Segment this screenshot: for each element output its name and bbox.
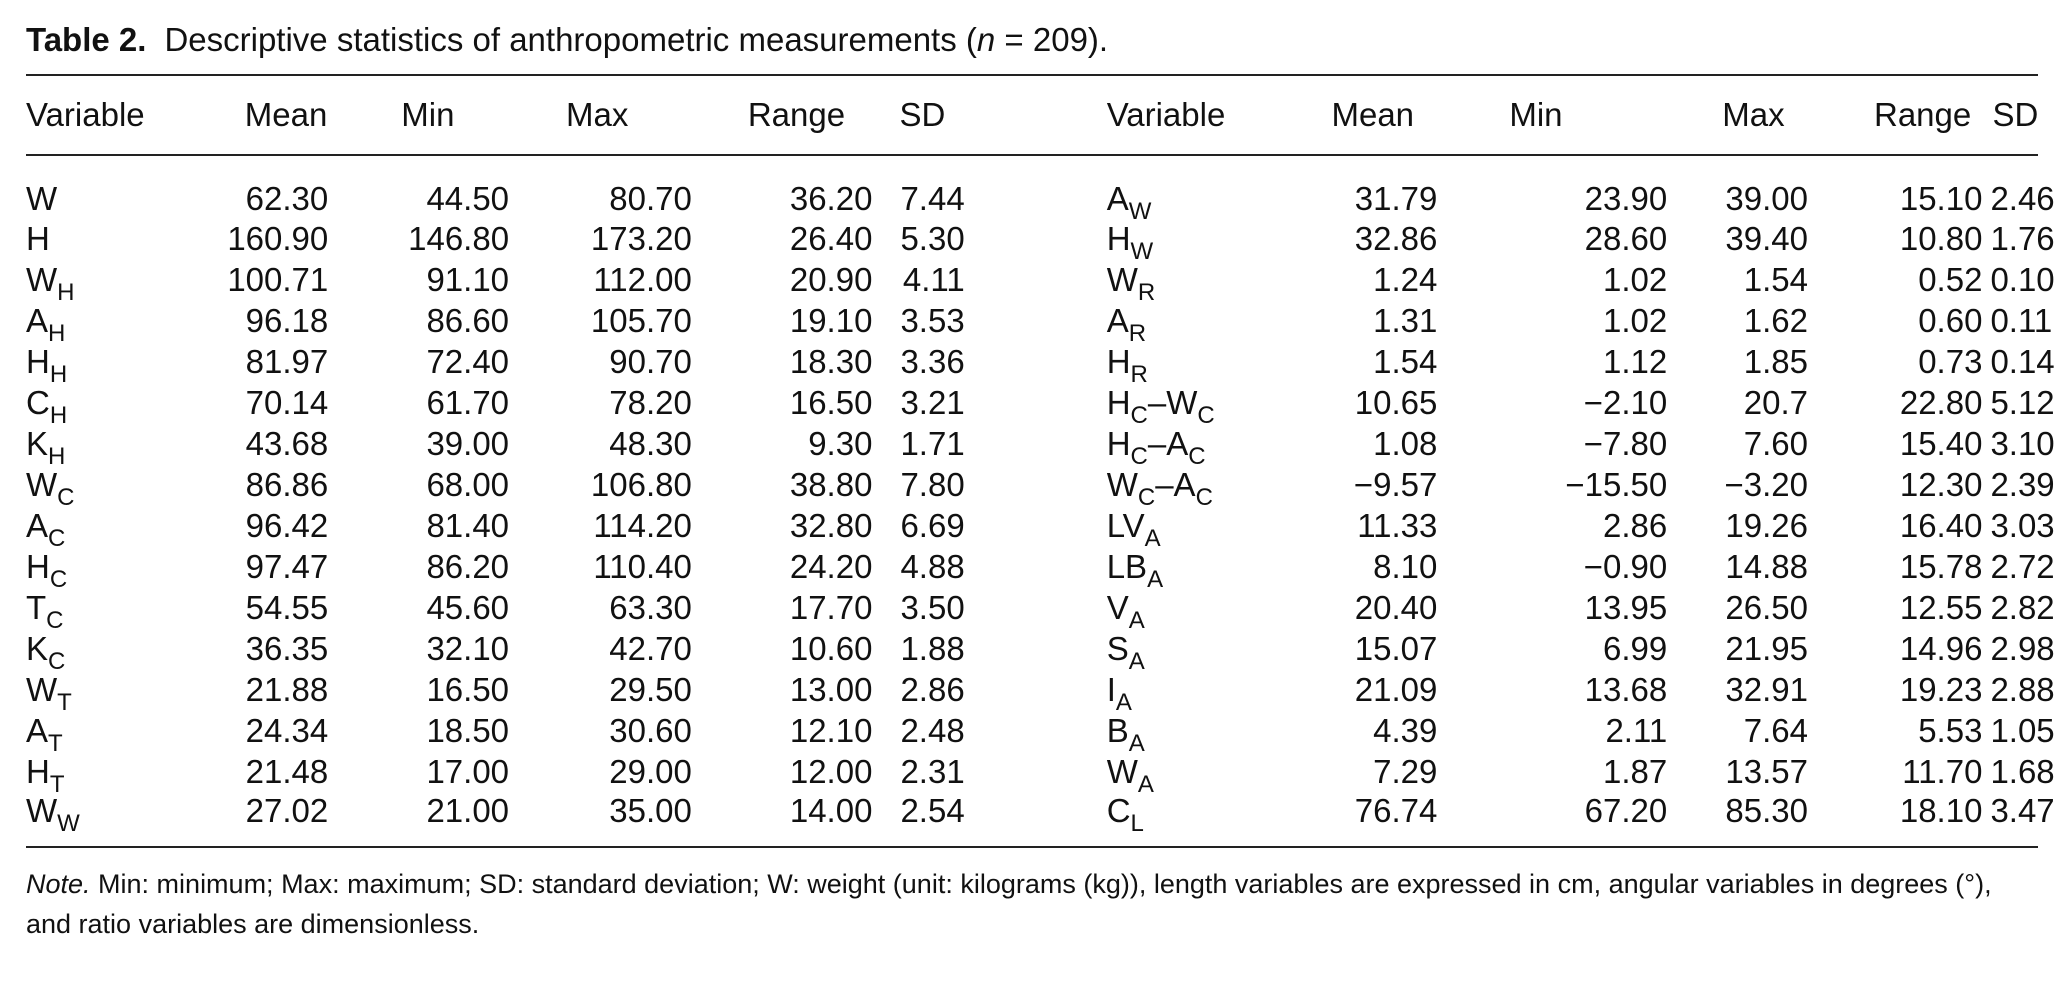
note-label: Note. xyxy=(26,869,91,899)
variable-subscript: H xyxy=(49,360,68,388)
variable-symbol: W xyxy=(26,260,58,298)
cell-mean-2: 31.79 xyxy=(1354,180,1438,217)
cell-variable-1 xyxy=(26,155,203,218)
variable-subscript: A xyxy=(1137,770,1154,798)
caption-n-symbol: n xyxy=(976,21,996,58)
variable-subscript: W xyxy=(57,810,80,837)
cell-variable-1 xyxy=(26,382,203,429)
caption-text-before: Descriptive statistics of anthropometric measurements ( xyxy=(164,21,977,58)
cell-max-2: 20.7 xyxy=(1743,383,1808,421)
variable-subscript-second: C xyxy=(1188,442,1206,470)
cell-max-1: 80.70 xyxy=(609,180,692,217)
cell-variable-1 xyxy=(26,792,203,847)
cell-max-2: 39.00 xyxy=(1725,180,1808,217)
cell-max-1: 78.20 xyxy=(609,383,692,421)
cell-min-2: 67.20 xyxy=(1584,792,1668,829)
cell-min-2: 6.99 xyxy=(1603,629,1668,667)
variable-subscript: R xyxy=(1137,278,1156,306)
cell-min-2: 2.11 xyxy=(1605,711,1668,749)
header-min-1: Min xyxy=(401,96,455,133)
variable-subscript: C xyxy=(49,565,68,593)
cell-range-1: 19.10 xyxy=(789,301,873,339)
variable-symbol: W xyxy=(1106,752,1138,790)
cell-min-1: 21.00 xyxy=(426,792,510,829)
cell-max-2: 26.50 xyxy=(1725,588,1808,626)
cell-variable-1 xyxy=(26,341,203,388)
cell-max-1: 35.00 xyxy=(609,792,692,829)
cell-min-2: 1.02 xyxy=(1603,260,1668,298)
variable-subscript: A xyxy=(1147,565,1164,593)
table-row xyxy=(26,423,2038,464)
cell-range-2: 12.55 xyxy=(1899,588,1983,626)
cell-min-1: 45.60 xyxy=(426,588,510,626)
cell-mean-1: 100.71 xyxy=(227,260,329,298)
table-row xyxy=(26,669,2038,710)
cell-mean-2: 4.39 xyxy=(1373,711,1438,749)
cell-range-1: 38.80 xyxy=(789,465,873,503)
cell-max-1: 105.70 xyxy=(590,301,692,339)
cell-variable-1 xyxy=(26,464,203,511)
cell-min-2: 1.02 xyxy=(1603,301,1668,339)
cell-min-1: 39.00 xyxy=(426,424,510,462)
cell-sd-1: 6.69 xyxy=(900,506,965,544)
cell-range-2: 5.53 xyxy=(1918,711,1983,749)
variable-subscript: T xyxy=(48,729,63,757)
variable-subscript: T xyxy=(57,688,72,716)
cell-max-1: 114.20 xyxy=(593,506,692,544)
cell-range-1: 36.20 xyxy=(789,180,873,217)
cell-sd-2: 2.98 xyxy=(1990,629,2055,667)
variable-subscript: A xyxy=(1128,606,1145,634)
cell-variable-1 xyxy=(26,751,203,798)
variable-symbol: W xyxy=(1106,465,1138,503)
table-row xyxy=(26,341,2038,382)
variable-subscript: W xyxy=(1128,198,1152,225)
cell-variable-2 xyxy=(1106,546,1289,593)
variable-symbol: A xyxy=(26,506,49,544)
cell-sd-2: 2.72 xyxy=(1990,547,2055,585)
cell-mean-2: 11.33 xyxy=(1357,506,1438,544)
cell-max-2: 19.26 xyxy=(1725,506,1808,544)
cell-variable-1 xyxy=(26,423,203,470)
table-container xyxy=(26,18,2055,944)
header-sd-2: SD xyxy=(1992,96,2039,133)
cell-max-1: 30.60 xyxy=(609,711,692,749)
cell-sd-1: 7.80 xyxy=(900,465,965,503)
cell-sd-1: 3.53 xyxy=(900,301,965,339)
cell-max-2: 1.54 xyxy=(1743,260,1808,298)
cell-range-2: 11.70 xyxy=(1902,752,1983,790)
cell-sd-1: 3.50 xyxy=(900,588,965,626)
variable-symbol: A xyxy=(26,711,49,749)
variable-symbol: H xyxy=(26,547,50,585)
cell-min-1: 86.20 xyxy=(426,547,510,585)
variable-symbol: T xyxy=(26,588,47,626)
caption-text-after: = 209). xyxy=(995,21,1109,58)
cell-mean-2: 1.54 xyxy=(1373,342,1438,380)
table-row xyxy=(26,710,2038,751)
cell-mean-2: 7.29 xyxy=(1373,752,1438,790)
cell-variable-1 xyxy=(26,587,203,634)
cell-max-2: 39.40 xyxy=(1725,219,1808,257)
cell-sd-2: 2.46 xyxy=(1990,180,2055,217)
cell-max-1: 106.80 xyxy=(590,465,692,503)
cell-min-1: 72.40 xyxy=(426,342,510,380)
variable-symbol: I xyxy=(1106,670,1116,708)
cell-min-2: 28.60 xyxy=(1584,219,1668,257)
table-row xyxy=(26,259,2038,300)
cell-sd-2: 3.47 xyxy=(1990,792,2055,829)
cell-range-2: 0.73 xyxy=(1918,342,1983,380)
cell-variable-1 xyxy=(26,628,203,675)
table-row xyxy=(26,382,2038,423)
cell-mean-2: 1.24 xyxy=(1373,260,1438,298)
cell-range-2: 14.96 xyxy=(1899,629,1983,667)
header-max-1: Max xyxy=(566,96,629,133)
cell-max-1: 63.30 xyxy=(609,588,692,626)
cell-mean-1: 54.55 xyxy=(245,588,329,626)
variable-symbol: C xyxy=(1106,792,1131,829)
table-row xyxy=(26,751,2038,792)
cell-min-2: 13.95 xyxy=(1584,588,1668,626)
cell-sd-2: 5.12 xyxy=(1990,383,2055,421)
cell-sd-2: 3.10 xyxy=(1990,424,2055,462)
variable-symbol: B xyxy=(1106,711,1129,749)
cell-max-2: 13.57 xyxy=(1725,752,1808,790)
cell-mean-1: 62.30 xyxy=(245,180,329,217)
cell-min-1: 16.50 xyxy=(426,670,510,708)
cell-range-2: 15.78 xyxy=(1899,547,1983,585)
cell-max-1: 29.00 xyxy=(609,752,692,790)
cell-max-2: 32.91 xyxy=(1725,670,1808,708)
cell-mean-2: 76.74 xyxy=(1354,792,1438,829)
cell-max-1: 42.70 xyxy=(609,629,692,667)
cell-max-1: 110.40 xyxy=(593,547,692,585)
header-max-2: Max xyxy=(1722,96,1785,133)
variable-subscript: C xyxy=(1130,442,1148,470)
cell-mean-2: −9.57 xyxy=(1353,465,1438,503)
table-row xyxy=(26,464,2038,505)
cell-mean-1: 96.42 xyxy=(245,506,329,544)
table-caption xyxy=(26,18,2038,62)
cell-min-1: 81.40 xyxy=(426,506,510,544)
cell-min-2: 13.68 xyxy=(1584,670,1668,708)
cell-max-1: 48.30 xyxy=(609,424,692,462)
cell-range-1: 12.00 xyxy=(789,752,873,790)
cell-max-2: 7.64 xyxy=(1743,711,1808,749)
cell-max-2: −3.20 xyxy=(1724,465,1808,503)
variable-symbol: A xyxy=(26,301,49,339)
table-row xyxy=(26,628,2038,669)
header-mean-2: Mean xyxy=(1331,96,1415,133)
variable-symbol: W xyxy=(26,792,58,829)
cell-sd-1: 4.88 xyxy=(900,547,965,585)
header-mean-1: Mean xyxy=(244,96,328,133)
cell-range-1: 13.00 xyxy=(789,670,873,708)
cell-range-2: 19.23 xyxy=(1899,670,1983,708)
cell-range-1: 10.60 xyxy=(789,629,873,667)
cell-min-2: 1.87 xyxy=(1603,752,1668,790)
cell-sd-1: 2.48 xyxy=(900,711,965,749)
cell-range-1: 14.00 xyxy=(789,792,873,829)
cell-sd-2: 1.68 xyxy=(1990,752,2055,790)
cell-range-2: 12.30 xyxy=(1899,465,1983,503)
cell-range-2: 0.52 xyxy=(1918,260,1983,298)
cell-sd-2: 1.05 xyxy=(1990,711,2055,749)
cell-max-2: 85.30 xyxy=(1725,792,1808,829)
header-variable-2: Variable xyxy=(1106,96,1226,133)
cell-mean-2: 15.07 xyxy=(1354,629,1438,667)
cell-min-2: 1.12 xyxy=(1603,342,1668,380)
variable-subscript-second: C xyxy=(1197,401,1215,429)
cell-range-1: 9.30 xyxy=(808,424,873,462)
variable-subscript: H xyxy=(48,442,66,470)
table-row xyxy=(26,505,2038,546)
variable-subscript: C xyxy=(48,524,66,552)
variable-symbol: W xyxy=(26,670,58,708)
cell-mean-2: 1.31 xyxy=(1373,301,1438,339)
cell-range-2: 10.80 xyxy=(1899,219,1983,257)
cell-range-1: 20.90 xyxy=(789,260,873,298)
cell-mean-1: 70.14 xyxy=(245,383,329,421)
header-range-2: Range xyxy=(1873,96,1972,133)
cell-variable-1 xyxy=(26,546,203,593)
cell-sd-2: 2.88 xyxy=(1990,670,2055,708)
variable-symbol: K xyxy=(26,629,49,667)
cell-mean-2: 21.09 xyxy=(1354,670,1438,708)
cell-min-1: 91.10 xyxy=(426,260,510,298)
header-min-2: Min xyxy=(1509,96,1563,133)
cell-sd-1: 1.71 xyxy=(900,424,965,462)
variable-subscript: T xyxy=(49,770,65,798)
cell-min-2: −7.80 xyxy=(1583,424,1668,462)
cell-variable-2 xyxy=(1107,792,1289,847)
cell-sd-2: 2.82 xyxy=(1990,588,2055,626)
cell-range-1: 24.20 xyxy=(789,547,873,585)
variable-subscript: C xyxy=(1137,483,1156,511)
cell-variable-2 xyxy=(1106,628,1289,675)
header-sd-1: SD xyxy=(899,96,946,133)
cell-variable-1 xyxy=(26,669,203,716)
variable-symbol: W xyxy=(26,180,58,217)
cell-range-1: 26.40 xyxy=(789,219,873,257)
table-row xyxy=(26,218,2038,259)
cell-max-2: 7.60 xyxy=(1743,424,1808,462)
cell-range-1: 16.50 xyxy=(789,383,873,421)
variable-subscript: C xyxy=(48,647,66,675)
variable-subscript: R xyxy=(1130,360,1148,388)
cell-sd-2: 1.76 xyxy=(1990,219,2055,257)
cell-sd-1: 7.44 xyxy=(900,180,965,217)
cell-min-1: 44.50 xyxy=(426,180,510,217)
cell-max-1: 112.00 xyxy=(593,260,692,298)
variable-subscript: H xyxy=(48,319,66,347)
cell-variable-2 xyxy=(1106,155,1289,225)
variable-subscript: A xyxy=(1115,688,1132,716)
variable-symbol: H xyxy=(26,342,50,380)
cell-mean-1: 43.68 xyxy=(245,424,329,462)
cell-mean-1: 86.86 xyxy=(245,465,329,503)
cell-range-2: 0.60 xyxy=(1918,301,1983,339)
cell-mean-1: 27.02 xyxy=(245,792,329,829)
cell-sd-2: 0.11 xyxy=(1990,301,2053,339)
cell-sd-1: 4.11 xyxy=(902,260,965,298)
variable-subscript: A xyxy=(1144,524,1161,552)
table-label: Table 2. xyxy=(26,21,147,58)
variable-symbol: C xyxy=(26,383,50,421)
cell-min-2: 2.86 xyxy=(1603,506,1668,544)
header-row xyxy=(26,75,2038,155)
table-row xyxy=(26,792,2038,847)
cell-mean-1: 24.34 xyxy=(245,711,329,749)
cell-sd-1: 2.54 xyxy=(900,792,965,829)
variable-subscript: C xyxy=(1130,401,1148,429)
cell-max-1: 90.70 xyxy=(609,342,692,380)
cell-variable-2 xyxy=(1106,669,1289,716)
cell-variable-2 xyxy=(1106,341,1289,388)
cell-min-1: 17.00 xyxy=(426,752,510,790)
cell-variable-1 xyxy=(26,505,203,552)
cell-sd-1: 1.88 xyxy=(900,629,965,667)
cell-mean-2: 20.40 xyxy=(1354,588,1438,626)
cell-min-2: −0.90 xyxy=(1583,547,1668,585)
cell-min-2: −15.50 xyxy=(1565,465,1668,503)
cell-variable-1 xyxy=(26,710,203,757)
cell-variable-2 xyxy=(1106,423,1289,470)
cell-variable-2 xyxy=(1106,382,1289,429)
variable-symbol: H xyxy=(1106,383,1131,421)
variable-symbol: W xyxy=(1106,260,1138,298)
cell-mean-1: 21.88 xyxy=(245,670,329,708)
cell-min-2: 23.90 xyxy=(1584,180,1668,217)
cell-mean-1: 81.97 xyxy=(245,342,329,380)
header-range-1: Range xyxy=(747,96,846,133)
cell-max-2: 1.85 xyxy=(1743,342,1808,380)
cell-max-2: 14.88 xyxy=(1725,547,1808,585)
cell-variable-1 xyxy=(26,218,203,259)
cell-range-2: 22.80 xyxy=(1899,383,1983,421)
cell-min-1: 68.00 xyxy=(426,465,510,503)
table-row xyxy=(26,300,2038,341)
cell-mean-2: 8.10 xyxy=(1373,547,1438,585)
table-row xyxy=(26,546,2038,587)
variable-symbol: H xyxy=(1106,219,1131,257)
cell-range-2: 15.10 xyxy=(1899,180,1983,217)
cell-sd-2: 2.39 xyxy=(1990,465,2055,503)
cell-sd-1: 5.30 xyxy=(900,219,965,257)
cell-min-2: −2.10 xyxy=(1583,383,1668,421)
cell-mean-1: 21.48 xyxy=(245,752,329,790)
cell-max-2: 21.95 xyxy=(1725,629,1808,667)
variable-symbol-second: –A xyxy=(1147,424,1189,462)
cell-max-1: 173.20 xyxy=(590,219,692,257)
cell-range-1: 12.10 xyxy=(789,711,873,749)
cell-variable-2 xyxy=(1106,464,1289,511)
cell-mean-2: 32.86 xyxy=(1354,219,1438,257)
cell-sd-1: 3.36 xyxy=(900,342,965,380)
cell-sd-1: 2.31 xyxy=(900,752,965,790)
cell-min-1: 86.60 xyxy=(426,301,510,339)
variable-subscript: A xyxy=(1128,729,1145,757)
table-body xyxy=(26,155,2055,847)
cell-variable-2 xyxy=(1106,505,1289,552)
cell-variable-2 xyxy=(1106,259,1289,306)
cell-range-1: 18.30 xyxy=(789,342,873,380)
variable-symbol: H xyxy=(26,219,50,257)
variable-subscript: A xyxy=(1128,647,1145,675)
variable-subscript: L xyxy=(1130,810,1144,837)
variable-subscript: H xyxy=(57,278,75,306)
cell-variable-1 xyxy=(26,259,203,306)
variable-symbol: S xyxy=(1106,629,1129,667)
variable-subscript-second: C xyxy=(1195,483,1213,511)
cell-min-1: 18.50 xyxy=(426,711,510,749)
variable-symbol: H xyxy=(1106,424,1131,462)
cell-max-2: 1.62 xyxy=(1743,301,1808,339)
variable-symbol-second: –W xyxy=(1147,383,1198,421)
cell-range-1: 32.80 xyxy=(789,506,873,544)
variable-subscript: C xyxy=(57,483,75,511)
cell-mean-1: 36.35 xyxy=(245,629,329,667)
cell-variable-2 xyxy=(1106,587,1289,634)
note-text: Min: minimum; Max: maximum; SD: standard deviation; W: weight (unit: kilograms (kg)), length variables are expressed in cm, angular variables in degrees (°), and ratio variables are dimensionless. xyxy=(26,869,1992,939)
variable-subscript: W xyxy=(1130,237,1154,265)
cell-sd-2: 0.10 xyxy=(1990,260,2055,298)
variable-symbol: W xyxy=(26,465,58,503)
variable-symbol: LB xyxy=(1106,547,1148,585)
cell-range-1: 17.70 xyxy=(789,588,873,626)
cell-min-1: 32.10 xyxy=(426,629,510,667)
cell-range-2: 18.10 xyxy=(1899,792,1983,829)
table-row xyxy=(26,587,2038,628)
cell-mean-1: 160.90 xyxy=(227,219,329,257)
variable-symbol: A xyxy=(1106,180,1129,217)
variable-symbol: A xyxy=(1106,301,1129,339)
cell-mean-1: 97.47 xyxy=(245,547,329,585)
cell-min-1: 61.70 xyxy=(426,383,510,421)
statistics-table xyxy=(26,74,2055,848)
variable-subscript: C xyxy=(46,606,64,634)
cell-min-1: 146.80 xyxy=(408,219,510,257)
variable-symbol: V xyxy=(1106,588,1129,626)
variable-subscript: H xyxy=(49,401,68,429)
variable-subscript: R xyxy=(1128,319,1147,347)
header-variable-1: Variable xyxy=(26,96,145,133)
cell-mean-2: 10.65 xyxy=(1354,383,1438,421)
variable-symbol: H xyxy=(1106,342,1131,380)
cell-sd-2: 3.03 xyxy=(1990,506,2055,544)
cell-mean-2: 1.08 xyxy=(1373,424,1438,462)
variable-symbol: K xyxy=(26,424,49,462)
variable-symbol-second: –A xyxy=(1155,465,1196,503)
cell-sd-1: 3.21 xyxy=(900,383,965,421)
cell-sd-1: 2.86 xyxy=(900,670,965,708)
cell-variable-2 xyxy=(1106,300,1289,347)
table-note xyxy=(26,864,2038,944)
cell-variable-2 xyxy=(1106,710,1289,757)
variable-symbol: LV xyxy=(1106,506,1145,544)
cell-variable-1 xyxy=(26,300,203,347)
cell-mean-1: 96.18 xyxy=(245,301,329,339)
cell-max-1: 29.50 xyxy=(609,670,692,708)
cell-sd-2: 0.14 xyxy=(1990,342,2055,380)
table-row xyxy=(26,155,2038,218)
cell-range-2: 15.40 xyxy=(1899,424,1983,462)
variable-symbol: H xyxy=(26,752,50,790)
cell-range-2: 16.40 xyxy=(1899,506,1983,544)
cell-variable-2 xyxy=(1106,751,1289,798)
